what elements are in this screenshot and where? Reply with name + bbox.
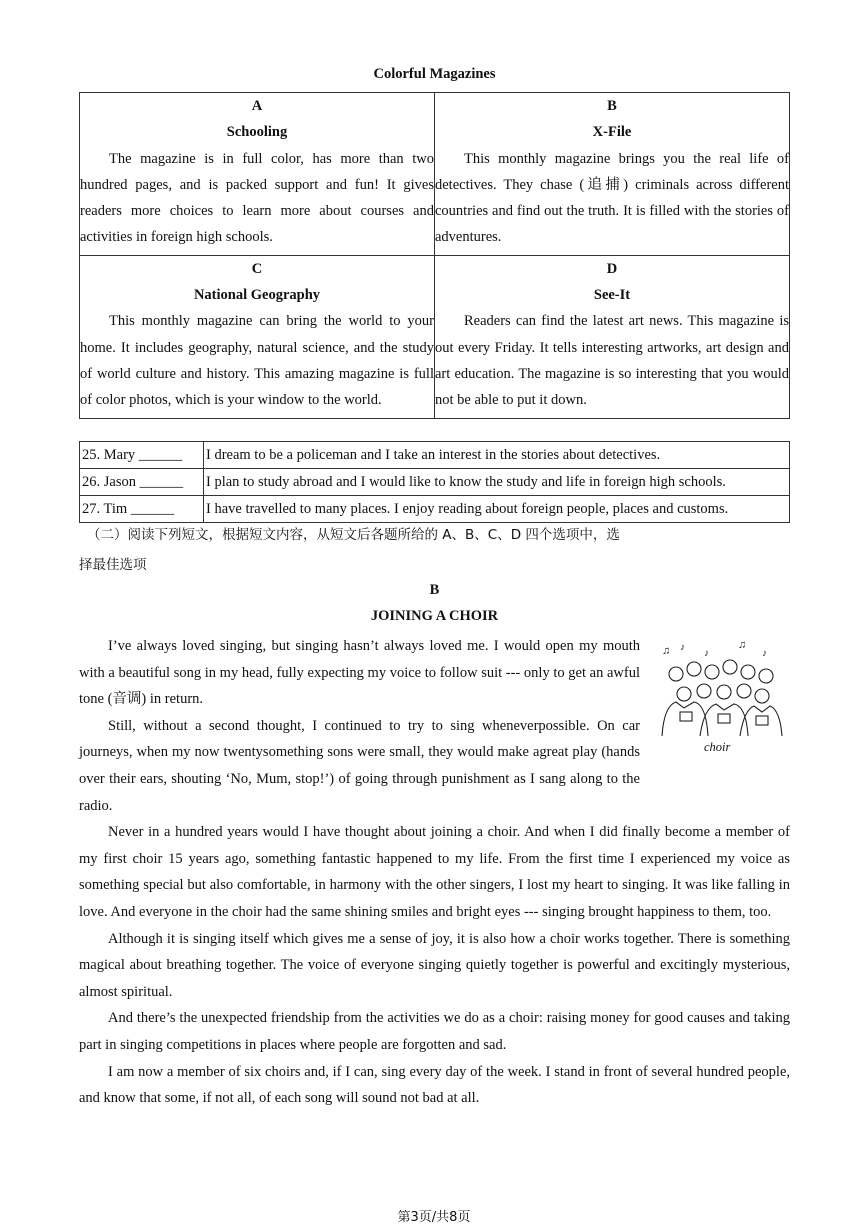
article-paragraph: Although it is singing itself which gives me a sense of joy, it is also how a choir works together. There is something magical about breathing together. The voice of everyone singing quietly together is powerful and excitingly mysterious, almost spiritual. — [79, 930, 790, 1000]
question-statement: I have travelled to many places. I enjoy reading about foreign people, places and customs. — [204, 496, 790, 523]
article-title: JOINING A CHOIR — [370, 608, 499, 624]
article-paragraph: Never in a hundred years would I have thought about joining a choir. And when I did finally become a member of my first choir 15 years ago, something fantastic happened to my life. From the first time I experienced my voice as something special but also comfortable, in harmony with the other singers, I lost my heart to singing. It was like falling in love. And everyone in the choir had the same shining smiles and bright eyes --- singing brought happiness to them, too. — [79, 824, 790, 920]
magazine-cell-b — [435, 93, 790, 256]
article-body — [79, 633, 790, 1112]
magazine-name: National Geography — [193, 287, 321, 304]
instruction-line: 择最佳选项 — [79, 557, 147, 573]
reading-instruction — [79, 520, 699, 580]
instruction-line: （二）阅读下列短文，根据短文内容，从短文后各题所给的 A、B、C、D 四个选项中，选 — [87, 527, 620, 543]
article-paragraph: And there’s the unexpected friendship from the activities we do as a choir: raising money for good causes and taking part in singing competitions in places where people are forgotten and sad. — [79, 1010, 790, 1053]
svg-text:♪: ♪ — [680, 642, 685, 653]
magazine-name: X-File — [592, 124, 632, 141]
image-caption: choir — [704, 740, 731, 754]
question-label[interactable]: 27. Tim ______ — [80, 496, 204, 523]
article-paragraph: I’ve always loved singing, but singing hasn’t always loved me. I would open my mouth with a beautiful song in my head, fully expecting my voice to follow suit --- only to get an awful tone (音调) in return. — [79, 638, 640, 708]
page-number: 第3页/共8页 — [397, 1210, 471, 1225]
svg-text:♪: ♪ — [704, 648, 709, 659]
magazine-letter: D — [606, 260, 618, 277]
magazine-cell-a — [80, 93, 435, 256]
article-paragraph: I am now a member of six choirs and, if I can, sing every day of the week. I stand in front of several hundred people, and know that some, if not all, of each song will sound not bad at all. — [79, 1063, 790, 1107]
question-statement: I dream to be a policeman and I take an interest in the stories about detectives. — [204, 442, 790, 469]
magazine-description: Readers can find the latest art news. This magazine is out every Friday. It tells interesting artworks, art design and art education. The magazine is so interesting that you would not be able to put it down. — [435, 313, 789, 409]
question-label[interactable]: 26. Jason ______ — [80, 469, 204, 496]
table-row — [80, 255, 790, 418]
magazine-cell-c — [80, 255, 435, 418]
magazine-description: This monthly magazine brings you the real life of detectives. They chase (追捕) criminals across different countries and find out the truth. It is filled with the stories of adventures. — [435, 150, 789, 246]
magazine-description: The magazine is in full color, has more than two hundred pages, and is packed support and fun! It gives readers more choices to learn more about courses and activities in foreign high schools. — [80, 150, 434, 246]
question-label[interactable]: 25. Mary ______ — [80, 442, 204, 469]
article-paragraph: Still, without a second thought, I continued to try to sing wheneverpossible. On car journeys, when my now twentysomething sons were small, they would make agreat play (hands over their ears, shouting ‘No, Mum, stop!’) of going through punishment as I sang along to the radio. — [79, 717, 640, 814]
magazine-letter: A — [251, 98, 263, 114]
illustration-spacer — [640, 633, 790, 767]
table-row — [80, 93, 790, 256]
table-row — [80, 442, 790, 469]
svg-text:♪: ♪ — [762, 648, 767, 659]
svg-text:♫: ♫ — [662, 645, 671, 657]
magazines-table — [79, 92, 790, 419]
table-row — [80, 496, 790, 523]
magazine-letter: C — [251, 260, 263, 277]
section-letter: B — [429, 582, 440, 598]
magazines-title: Colorful Magazines — [373, 66, 496, 82]
magazine-cell-d — [435, 255, 790, 418]
magazine-letter: B — [607, 98, 617, 114]
magazine-description: This monthly magazine can bring the world to your home. It includes geography, natural science, and the study of world culture and history. This amazing magazine is full of color photos, which is your window to the world. — [80, 313, 434, 409]
magazine-name: See-It — [593, 287, 631, 304]
table-row — [80, 469, 790, 496]
question-statement: I plan to study abroad and I would like to know the study and life in foreign high schools. — [204, 469, 790, 496]
svg-text:♫: ♫ — [738, 639, 747, 651]
magazine-name: Schooling — [226, 124, 288, 141]
matching-table — [79, 441, 790, 523]
